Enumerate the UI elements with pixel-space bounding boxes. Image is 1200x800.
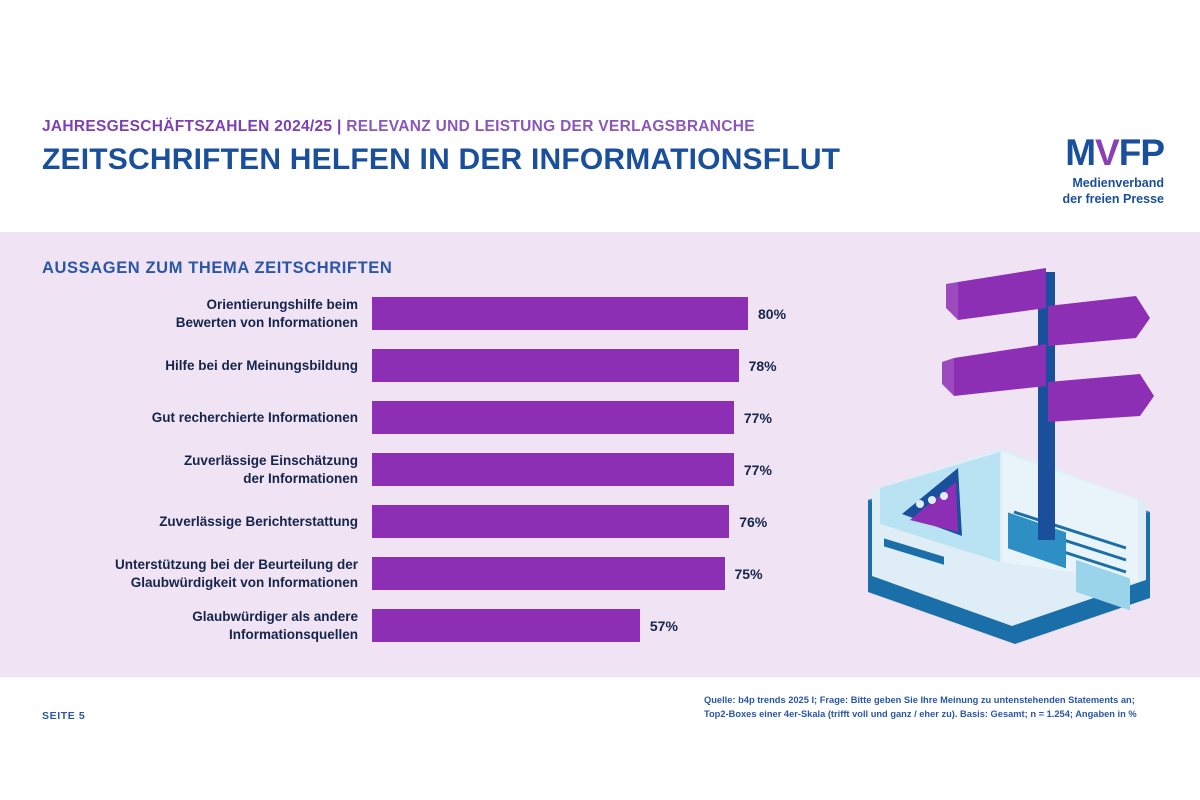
chart-bar <box>372 505 729 538</box>
kicker-part2: RELEVANZ UND LEISTUNG DER VERLAGSBRANCHE <box>346 118 755 135</box>
kicker-separator: | <box>336 118 342 135</box>
chart-category-label-line: Glaubwürdigkeit von Informationen <box>130 574 358 590</box>
chart-value-label: 75% <box>734 565 763 582</box>
chart-category-label-line: Zuverlässige Einschätzung <box>183 453 358 469</box>
chart-bar-track <box>372 453 842 486</box>
logo-letter-f: F <box>1118 132 1141 173</box>
chart-category-label-line: Informationsquellen <box>228 626 358 642</box>
chart-bar-track <box>372 297 842 330</box>
chart-category-label <box>42 556 372 591</box>
chart-value-label: 57% <box>649 617 678 634</box>
chart-value-label: 77% <box>743 409 772 426</box>
source-line-1: Quelle: b4p trends 2025 I; Frage: Bitte geben Sie Ihre Meinung zu untenstehenden Statements an; <box>704 695 1135 705</box>
logo-letter-m: M <box>1065 132 1096 173</box>
chart-category-label <box>42 513 372 530</box>
kicker-part1: JAHRESGESCHÄFTSZAHLEN 2024/25 <box>42 118 333 135</box>
logo-letter-v: V <box>1095 132 1119 173</box>
source-note <box>704 693 1164 722</box>
chart-row <box>42 557 842 590</box>
page-title: ZEITSCHRIFTEN HELFEN IN DER INFORMATIONSFLUT <box>42 143 841 176</box>
chart-bar <box>372 557 725 590</box>
page-number: SEITE 5 <box>42 710 86 722</box>
source-line-2: Top2-Boxes einer 4er-Skala (trifft voll und ganz / eher zu). Basis: Gesamt; n = 1.254; Angaben in % <box>704 709 1137 720</box>
section-title: AUSSAGEN ZUM THEMA ZEITSCHRIFTEN <box>42 259 393 277</box>
chart-bar-track <box>372 505 842 538</box>
chart-category-label <box>42 608 372 643</box>
chart-value-label: 77% <box>743 461 772 478</box>
chart-category-label-line: Gut recherchierte Informationen <box>151 409 358 425</box>
chart-category-label <box>42 296 372 331</box>
chart-category-label-line: Unterstützung bei der Beurteilung der <box>114 557 358 573</box>
content-panel <box>0 232 1200 677</box>
chart-bar-track <box>372 609 842 642</box>
chart-category-label-line: Hilfe bei der Meinungsbildung <box>165 357 358 373</box>
chart-category-label <box>42 357 372 374</box>
chart-category-label-line: der Informationen <box>243 470 358 486</box>
magazine-signpost-illustration <box>850 262 1190 662</box>
logo-letter-p: P <box>1140 132 1164 173</box>
chart-category-label <box>42 452 372 487</box>
chart-bar <box>372 401 734 434</box>
chart-bar-track <box>372 557 842 590</box>
chart-category-label-line: Zuverlässige Berichterstattung <box>159 513 358 529</box>
chart-category-label-line: Glaubwürdiger als andere <box>192 609 358 625</box>
chart-category-label-line: Bewerten von Informationen <box>175 314 358 330</box>
bar-chart <box>42 297 842 657</box>
chart-value-label: 80% <box>758 305 787 322</box>
footer <box>0 677 1200 800</box>
chart-row <box>42 297 842 330</box>
chart-row <box>42 349 842 382</box>
chart-bar <box>372 453 734 486</box>
kicker <box>42 118 755 136</box>
chart-row <box>42 401 842 434</box>
logo-subtitle-line2: der freien Presse <box>1062 191 1164 206</box>
chart-bar <box>372 349 739 382</box>
chart-bar <box>372 609 640 642</box>
header <box>0 0 1200 232</box>
mvfp-logo <box>1063 134 1164 207</box>
chart-value-label: 78% <box>748 357 777 374</box>
chart-row <box>42 505 842 538</box>
chart-category-label-line: Orientierungshilfe beim <box>206 297 358 313</box>
chart-row <box>42 609 842 642</box>
logo-wordmark <box>1063 134 1164 171</box>
logo-subtitle-line1: Medienverband <box>1072 176 1164 190</box>
logo-subtitle <box>1063 176 1164 207</box>
chart-bar-track <box>372 401 842 434</box>
chart-bar <box>372 297 748 330</box>
chart-bar-track <box>372 349 842 382</box>
chart-category-label <box>42 409 372 426</box>
chart-value-label: 76% <box>739 513 768 530</box>
chart-row <box>42 453 842 486</box>
